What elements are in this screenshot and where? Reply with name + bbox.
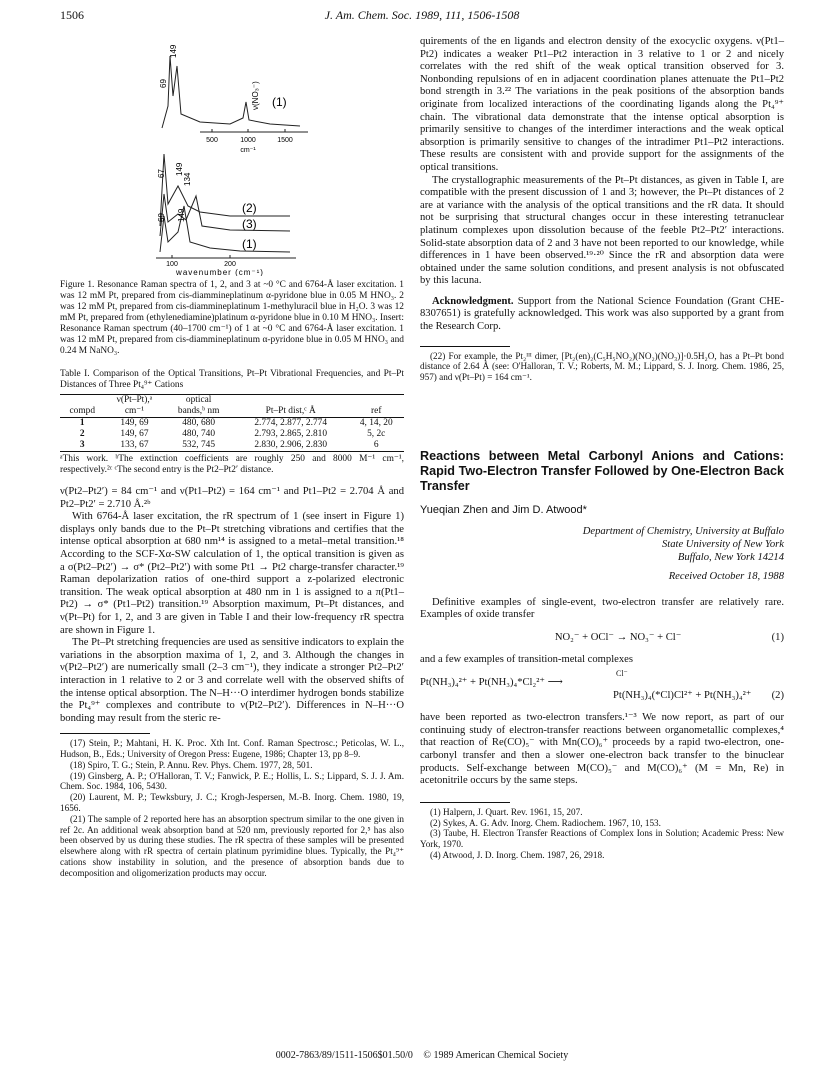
reference-item: (19) Ginsberg, A. P.; O'Halloran, T. V.; Fanwick, P. E.; Hollis, L. S.; Lippard, S. J. J. Am. Chem. Soc. 1984, 106, 5430. <box>60 770 404 792</box>
affiliation <box>420 525 784 583</box>
reference-item: (17) Stein, P.; Mahtani, H. K. Proc. Xth Int. Conf. Raman Spectrosc.; Peticolas, W. L., Hudson, B., Eds.; University of Oregon Press: Eugene, 1986; Chapter 13, pp 8–9. <box>60 738 404 760</box>
left-references <box>60 738 404 878</box>
raman-spectra-figure <box>60 36 404 276</box>
table-1-footnote: ᵃThis work. ᵇThe extinction coefficients are roughly 250 and 8000 M⁻¹ cm⁻¹, respectively.²ᶜ ᶜThe second entry is the Pt2–Pt2′ distance. <box>60 454 404 475</box>
tick-200: 200 <box>224 261 236 268</box>
acknowledgment-text: Support from the National Science Foundation (Grant CHE-8307651) is gratefully acknowledged. This work was also supported by a grant from the Research Corp. <box>420 295 784 333</box>
sample-label-1: (1) <box>242 237 257 251</box>
table-cell: 5, 2c <box>367 429 386 439</box>
table-cell: 1 <box>79 418 85 428</box>
table-1-title: Table I. Comparison of the Optical Transitions, Pt–Pt Vibrational Frequencies, and Pt–Pt Distances of Three Pt₄⁹⁺ Cations <box>60 369 404 390</box>
equation-2-rhs: Pt(NH₃)₄(*Cl)Cl²⁺ + Pt(NH₃)₄²⁺ <box>613 689 752 701</box>
peak-134-label: 134 <box>183 172 192 186</box>
table-head <box>60 395 105 407</box>
paragraph: With 6764-Å laser excitation, the rR spectrum of 1 (see insert in Figure 1) displays only bands due to the Pt–Pt stretching vibrations and certifies that the intense optical absorption at 680 nm¹⁴ is assigned to a metal–metal transition.¹⁸ According to the SCF-Xα-SW calculation of 1, the optical transition is given as a σ(Pt2–Pt2′) → σ* (Pt2–Pt2′) with some Pt1 → Pt2 charge-transfer character.¹⁹ Raman depolarization ratios of one-third support a z-polarized electronic transition. The weak optical absorption at 480 nm in 1 is assigned to a π(Pt1–Pt2) → σ* (Pt1–Pt2) transition.¹⁹ Absorption maximum, Pt–Pt distances, and ν(Pt–Pt) for 1, 2, and 3 are given in Table I and their low-frequency rR spectra are shown in Figure 1. <box>60 511 404 636</box>
table-cell: 532, 745 <box>164 440 233 452</box>
reference-item: (20) Laurent, M. P.; Tewksbury, J. C.; Krogh-Jespersen, M.-B. Inorg. Chem. 1980, 19, 1656. <box>60 792 404 814</box>
table-cell: 4, 14, 20 <box>359 418 393 428</box>
table-head: Pt–Pt dist,ᶜ Å <box>233 406 349 418</box>
table-cell: 2.830, 2.906, 2.830 <box>233 440 349 452</box>
affiliation-line: State University of New York <box>661 538 784 550</box>
table-cell: 480, 680 <box>182 418 216 428</box>
footer-copyright: © 1989 American Chemical Society <box>423 1050 569 1061</box>
table-cell: 133, 67 <box>105 440 165 452</box>
inset-peak-69: 69 <box>159 79 168 88</box>
inset-spectrum-trace <box>162 56 300 128</box>
peak-149-label-1: 149 <box>177 208 186 222</box>
peak-67-label: 67 <box>157 169 166 178</box>
paragraph: and a few examples of transition-metal complexes <box>420 654 633 666</box>
received-date: Received October 18, 1988 <box>668 570 784 582</box>
tick-100: 100 <box>166 261 178 268</box>
reference-item: (3) Taube, H. Electron Transfer Reactions of Complex Ions in Solution; Academic Press: New York, 1970. <box>420 828 784 850</box>
x-axis-label: wavenumber (cm⁻¹) <box>176 268 264 276</box>
table-cell: 3 <box>60 440 105 452</box>
article-authors: Yueqian Zhen and Jim D. Atwood* <box>420 504 587 517</box>
table-cell: 6 <box>348 440 404 452</box>
reference-item: (2) Sykes, A. G. Adv. Inorg. Chem. Radiochem. 1967, 10, 153. <box>430 817 661 828</box>
inset-tick-1500: 1500 <box>277 137 293 144</box>
paragraph: Definitive examples of single-event, two-electron transfer are relatively rare. Examples of oxide transfer <box>420 596 784 621</box>
equation-1-number: (1) <box>771 631 784 643</box>
left-column <box>60 36 404 879</box>
reference-item: (4) Atwood, J. D. Inorg. Chem. 1987, 26, 2918. <box>430 849 605 860</box>
paragraph: quirements of the en ligands and electron density of the exocyclic oxygens. ν(Pt1–Pt2) indicates a weaker Pt1–Pt2 interaction in 3 relative to 1 or 2 and nicely correlates with the red shift of the weak optical transition observed for 3. Nonbonding repulsions of en in adjacent coordination planes attenuate the Pt1–Pt2 bond strength in 3.²² The variations in the peak positions of the absorption bands originate from localized interactions of the coordinating ligands along the Pt₄⁹⁺ chain. The vibrational data demonstrate that the intense optical absorption is primarily sensitive to changes of the interdimer interactions and the weak optical absorption is primarily sensitive to changes of the intradimer Pt1–Pt2 interactions. These results are consistent with and provide support for the assignments of the optical transitions. <box>420 36 784 173</box>
inset-unit: cm⁻¹ <box>240 147 256 154</box>
table-row <box>60 418 404 430</box>
affiliation-line: Buffalo, New York 14214 <box>677 551 784 563</box>
equation-2 <box>420 669 784 702</box>
table-head <box>233 395 349 407</box>
table-head: optical <box>164 395 233 407</box>
page-header <box>60 8 784 22</box>
inset-tick-500: 500 <box>206 137 218 144</box>
figure-1-caption: Figure 1. Resonance Raman spectra of 1, 2, and 3 at ~0 °C and 6764-Å laser excitation. 1 was 12 mM Pt, prepared from cis-diammineplatinum α-pyridone blue in 0.05 M HNO₃. 2 was 12 mM Pt, prepared from cis-diammineplatinum 1-methyluracil blue in H₂O. 3 was 12 mM Pt, prepared from (ethylenediamine)platinum α-pyridone blue in 0.10 M HNO₃. Insert: Resonance Raman spectrum (40–1700 cm⁻¹) of 1 at ~0 °C and 6764-Å laser excitation. 1 was 12 mM Pt, prepared from cis-diammineplatinum α-pyridone blue in 0.05 M HNO₃ and 0.24 M NaNO₃. <box>60 280 404 356</box>
peak-69-label: 69 <box>157 213 166 222</box>
acknowledgment-label: Acknowledgment. <box>432 295 514 307</box>
table-row <box>60 440 404 452</box>
spacer <box>420 383 784 439</box>
page-number: 1506 <box>60 8 84 22</box>
footer-code: 0002-7863/89/1511-1506$01.50/0 <box>275 1050 413 1061</box>
reference-item: (1) Halpern, J. Quart. Rev. 1961, 15, 207. <box>430 806 583 817</box>
table-1 <box>60 394 404 452</box>
paragraph: have been reported as two-electron transfers.¹⁻³ We now report, as part of our continuing study of electron-transfer reactions between organometallic complexes,⁴ that reaction of Re(CO)₅⁻ with Mn(CO)₆⁺ proceeds by a rapid two-electron, one-carbonyl transfer and then a slower one-electron back transfer to the binuclear products. Self-exchange between M(CO)₅⁻ and M(CO)₆⁺ (M = Mn, Re) in acetonitrile occurs by the same steps. <box>420 712 784 787</box>
table-head: bands,ᵇ nm <box>164 406 233 418</box>
equation-1-body: NO₂⁻ + OCl⁻ → NO₃⁻ + Cl⁻ <box>554 631 682 643</box>
paragraph: The Pt–Pt stretching frequencies are used as sensitive indicators to explain the variations in the absorption maxima of 1, 2, and 3. Although the changes in ν(Pt2–Pt2′) are numerically small (2–3 cm⁻¹), they indicate a stronger Pt2–Pt2′ interaction in 1 relative to 2 or 3 and correlate well with the observed shifts of the intense optical absorption. The N–H···O interdimer hydrogen bonds stabilize the Pt₄⁹⁺ complexes and contribute to ν(Pt2–Pt2′). Differences in N–H···O bonding may result from the steric re- <box>60 637 404 724</box>
journal-citation: J. Am. Chem. Soc. 1989, 111, 1506-1508 <box>324 8 520 22</box>
table-head: compd <box>60 406 105 418</box>
equation-1 <box>420 632 784 645</box>
reference-item: (18) Spiro, T. G.; Stein, P. Annu. Rev. Phys. Chem. 1977, 28, 501. <box>70 759 313 770</box>
table-cell: 149, 69 <box>120 418 149 428</box>
peak-149-label: 149 <box>175 162 184 176</box>
figure-1 <box>60 36 404 276</box>
page-footer <box>60 1050 784 1061</box>
inset-peak-149: 149 <box>169 44 178 58</box>
equation-2-number: (2) <box>771 689 784 701</box>
table-cell: 480, 740 <box>182 429 216 439</box>
right-reference-22 <box>420 351 784 383</box>
footnote-divider <box>420 802 510 803</box>
affiliation-line: Department of Chemistry, University at Buffalo <box>582 525 784 537</box>
table-cell: 2.793, 2.865, 2.810 <box>254 429 328 439</box>
sample-label-2: (2) <box>242 201 257 215</box>
label-nu-no3: ν(NO₃⁻) <box>251 81 260 110</box>
table-cell: 2.774, 2.877, 2.774 <box>254 418 328 428</box>
article-title: Reactions between Metal Carbonyl Anions and Cations: Rapid Two-Electron Transfer Followed by One-Electron Back Transfer <box>420 449 784 494</box>
right-column <box>420 36 784 861</box>
table-row <box>60 429 404 440</box>
equation-2-line2 <box>420 690 784 703</box>
paragraph: ν(Pt2–Pt2′) = 84 cm⁻¹ and ν(Pt1–Pt2) = 164 cm⁻¹ and Pt1–Pt2 = 2.704 Å and Pt2–Pt2′ = 2.710 Å.²ᵇ <box>60 486 404 510</box>
equation-2-lhs: Pt(NH₃)₄²⁺ + Pt(NH₃)₄*Cl₂²⁺ ⟶ <box>420 677 563 689</box>
reference-item: (21) The sample of 2 reported here has an absorption spectrum similar to the one given in ref 2c. An additional weak absorption band at 520 nm, previously reported for 2,⁵ has also been observed by us during these studies. The rR spectra of these samples will be presented elsewhere along with rR spectra of certain platinum pyrimidine blues. Typically, the Pt₄⁹⁺ cations show instability in solution, and the presence of absorption bands due to decomposition and oligomerization products may occur. <box>60 813 404 878</box>
reference-item: (22) For example, the Pt₂ᴵᴵᴵ dimer, [Pt₂(en)₂(C₅H₅NO₂)(NO₂)(NO₃)]·0.5H₂O, has a Pt–Pt bond distance of 2.64 Å (see: O'Halloran, T. V.; Roberts, M. M.; Lippard, S. J. Inorg. Chem. 1986, 25, 957) and ν(Pt–Pt) = 164 cm⁻¹. <box>420 350 784 383</box>
acknowledgment <box>420 296 784 334</box>
equation-2-line1 <box>420 669 784 690</box>
table-cell: 149, 67 <box>120 429 149 439</box>
sample-label-3: (3) <box>242 217 257 231</box>
table-head: cm⁻¹ <box>105 406 165 418</box>
table-cell: 2 <box>79 429 85 439</box>
right-references <box>420 807 784 861</box>
table-head: ν(Pt–Pt),ᵃ <box>105 395 165 407</box>
paragraph: The crystallographic measurements of the Pt–Pt distances, as given in Table I, are compatible with the present discussion of 1 and 3; however, the Pt–Pt distances of 2 are at variance with the analysis of the optical transitions and the rR data. It should not be surprising that structural changes occur in these interesting tetranuclear platinum complexes upon dissolution because of the feeble Pt2–Pt2′ interactions. Solid-state absorption data of 2 and 3 have not been reported to our knowledge, while differences in 1 have been observed.¹⁹·²⁰ Since the rR and absorption data were obtained under the same solution conditions, and present analysis is not obfuscated by this lacuna. <box>420 174 784 287</box>
footnote-divider <box>420 346 510 347</box>
table-head <box>348 395 404 407</box>
equation-2-over: Cl⁻ <box>616 669 628 679</box>
table-head: ref <box>348 406 404 418</box>
inset-tick-1000: 1000 <box>240 137 256 144</box>
footnote-divider <box>60 733 150 734</box>
inset-sample-label: (1) <box>272 95 287 109</box>
